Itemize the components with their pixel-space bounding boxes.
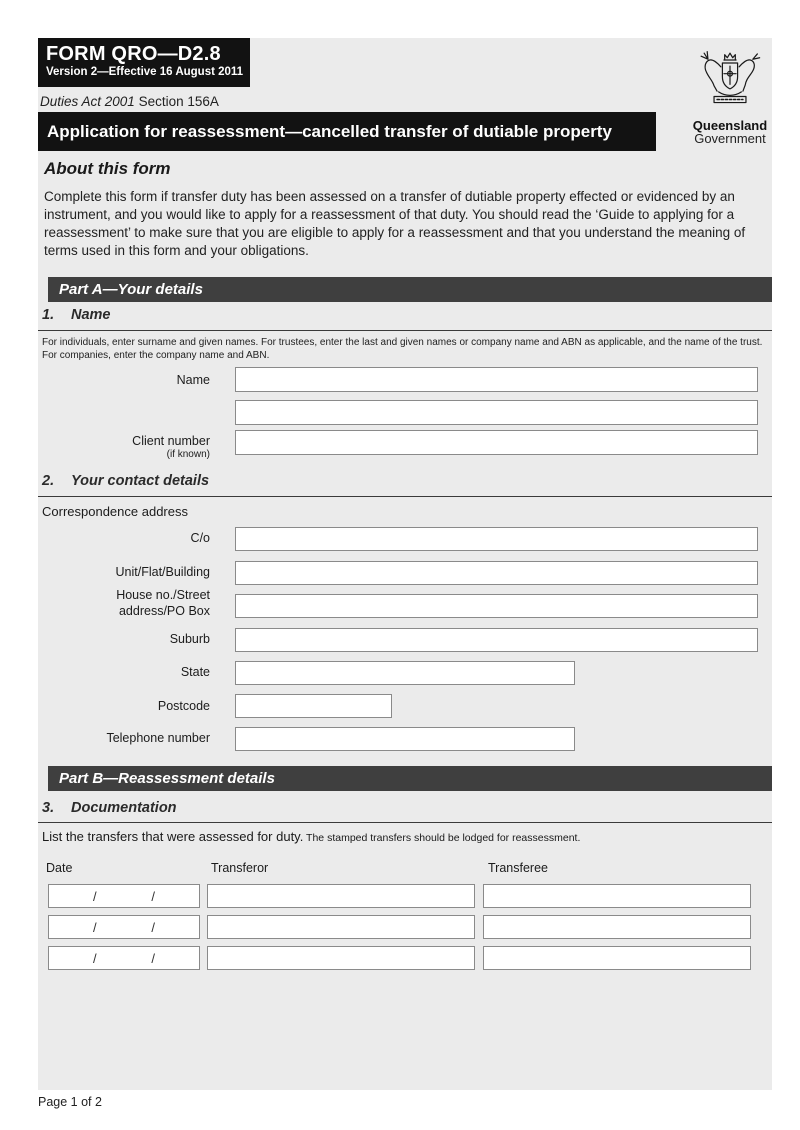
queensland-government-logo xyxy=(688,39,772,146)
column-header-date: Date xyxy=(46,861,73,875)
unit-flat-building-input[interactable] xyxy=(235,561,758,585)
section-1-rule xyxy=(38,330,772,331)
about-paragraph: Complete this form if transfer duty has been assessed on a transfer of dutiable property effected or evidenced by an instrument, and you would like to apply for a reassessment of that duty. You should read the ‘Guide to applying for a reassessment’ to make sure that you are eligible to apply for a reassessment and that you understand the meaning of terms used in this form and your obligations. xyxy=(44,189,746,258)
unit-flat-building-label: Unit/Flat/Building xyxy=(115,565,210,579)
suburb-label: Suburb xyxy=(169,632,210,646)
name-input-line2[interactable] xyxy=(235,400,758,425)
column-header-transferor: Transferor xyxy=(211,861,269,875)
act-reference xyxy=(40,94,219,109)
transferee-input-row3[interactable] xyxy=(483,946,751,970)
section-1-instructions: For individuals, enter surname and given names. For trustees, enter the last and given names or company name and ABN as applicable, and the name of the trust. For companies, enter the company name and ABN. xyxy=(42,337,763,361)
house-street-input[interactable] xyxy=(235,594,758,618)
client-number-input[interactable] xyxy=(235,430,758,455)
part-a-banner: Part A—Your details xyxy=(48,277,772,302)
about-heading: About this form xyxy=(44,159,171,178)
date-input-row3[interactable] xyxy=(48,946,200,970)
correspondence-address-subheading: Correspondence address xyxy=(42,504,188,519)
date-slash: / xyxy=(151,888,155,904)
form-id: FORM QRO—D2.8 xyxy=(46,43,221,65)
act-section: Section 156A xyxy=(134,94,219,109)
transferor-input-row1[interactable] xyxy=(207,884,475,908)
telephone-label: Telephone number xyxy=(106,731,210,745)
page-number: Page 1 of 2 xyxy=(38,1095,102,1109)
date-slash: / xyxy=(93,888,97,904)
form-title-banner: Application for reassessment—cancelled transfer of dutiable property xyxy=(38,112,656,151)
section-3-rule xyxy=(38,822,772,823)
date-slash: / xyxy=(93,919,97,935)
state-label: State xyxy=(180,665,210,679)
logo-text-queensland: Queensland xyxy=(692,118,768,133)
date-slash: / xyxy=(93,950,97,966)
section-3-title: Documentation xyxy=(71,800,177,816)
co-label: C/o xyxy=(190,531,210,545)
client-number-label: Client number xyxy=(132,434,210,448)
column-header-transferee: Transferee xyxy=(488,861,548,875)
house-street-label-line1: House no./Street xyxy=(116,588,210,602)
section-2-title: Your contact details xyxy=(71,473,210,489)
transferor-input-row3[interactable] xyxy=(207,946,475,970)
name-input-line1[interactable] xyxy=(235,367,758,392)
form-page-panel xyxy=(38,38,772,1090)
documentation-lead-text: List the transfers that were assessed for duty. xyxy=(42,829,304,844)
co-input[interactable] xyxy=(235,527,758,551)
transferor-input-row2[interactable] xyxy=(207,915,475,939)
part-b-banner: Part B—Reassessment details xyxy=(48,766,772,791)
house-street-label-line2: address/PO Box xyxy=(118,604,210,618)
client-number-note: (if known) xyxy=(166,449,210,460)
date-input-row1[interactable] xyxy=(48,884,200,908)
section-3-number: 3. xyxy=(42,800,55,816)
name-label: Name xyxy=(176,373,210,387)
documentation-lead xyxy=(42,829,580,844)
form-version: Version 2—Effective 16 August 2011 xyxy=(46,66,244,78)
section-2-rule xyxy=(38,496,772,497)
section-1-title: Name xyxy=(71,307,111,323)
date-slash: / xyxy=(151,950,155,966)
logo-text-government: Government xyxy=(694,131,766,146)
suburb-input[interactable] xyxy=(235,628,758,652)
postcode-input[interactable] xyxy=(235,694,392,718)
section-2-number: 2. xyxy=(42,473,55,489)
telephone-input[interactable] xyxy=(235,727,575,751)
state-input[interactable] xyxy=(235,661,575,685)
act-name: Duties Act 2001 xyxy=(40,94,135,109)
documentation-lead-note: The stamped transfers should be lodged for reassessment. xyxy=(303,832,581,844)
date-input-row2[interactable] xyxy=(48,915,200,939)
postcode-label: Postcode xyxy=(157,699,210,713)
coat-of-arms-icon xyxy=(692,39,768,119)
date-slash: / xyxy=(151,919,155,935)
transferee-input-row1[interactable] xyxy=(483,884,751,908)
section-1-number: 1. xyxy=(42,307,55,323)
form-id-box xyxy=(38,38,250,87)
transferee-input-row2[interactable] xyxy=(483,915,751,939)
